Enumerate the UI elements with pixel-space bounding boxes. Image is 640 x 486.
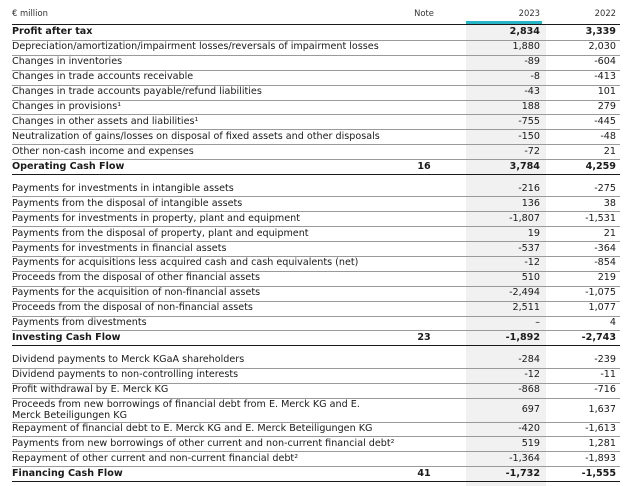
row-value-2023: 136	[521, 197, 540, 209]
row-note: 23	[417, 331, 431, 343]
row-value-2023: -12	[524, 369, 540, 381]
row-value-2022: 4,259	[585, 160, 616, 172]
row-value-2023: 1,880	[512, 41, 540, 53]
row-label: Payments for investments in intangible assets	[12, 182, 234, 194]
row-value-2023: -12	[524, 257, 540, 269]
row-value-2023: 2,511	[512, 302, 540, 314]
row-value-2022: -604	[594, 56, 616, 68]
row-label: Proceeds from the disposal of non-financial assets	[12, 302, 253, 314]
row-value-2023: 188	[521, 100, 540, 112]
row-value-2022: -275	[594, 182, 616, 194]
row-value-2022: -1,075	[585, 287, 616, 299]
row-value-2023: -2,494	[509, 287, 540, 299]
row-note: 16	[417, 160, 431, 172]
row-label: Repayment of financial debt to E. Merck KG and E. Merck Beteiligungen KG	[12, 423, 373, 435]
row-label: Dividend payments to non-controlling interests	[12, 369, 239, 381]
row-value-2023: -43	[524, 86, 540, 98]
row-value-2022: -445	[594, 115, 616, 127]
row-value-2022: -716	[594, 384, 616, 396]
row-value-2022: 1,281	[588, 437, 616, 449]
row-value-2023: 2,834	[509, 26, 540, 38]
row-value-2022: -1,893	[585, 452, 616, 464]
row-value-2022: 38	[603, 197, 616, 209]
row-label: Payments from the disposal of intangible assets	[12, 197, 243, 209]
row-label: Profit withdrawal by E. Merck KG	[12, 384, 169, 396]
row-value-2023: -72	[524, 145, 540, 157]
row-value-2022: -48	[600, 130, 616, 142]
row-value-2022: 1,077	[588, 302, 616, 314]
row-value-2022: -1,531	[585, 212, 616, 224]
total-row-label: Operating Cash Flow	[12, 160, 125, 172]
row-value-2023: -537	[518, 242, 540, 254]
row-value-2023: -1,364	[509, 452, 540, 464]
row-value-2022: 1,637	[588, 403, 616, 415]
row-value-2023: 19	[527, 227, 540, 239]
row-label: Dividend payments to Merck KGaA shareholders	[12, 354, 245, 366]
row-label: Depreciation/amortization/impairment losses/reversals of impairment losses	[12, 41, 379, 53]
row-value-2023: 3,784	[509, 160, 540, 172]
unit-header: € million	[12, 8, 48, 18]
row-value-2022: 219	[597, 272, 616, 284]
row-value-2022: -364	[594, 242, 616, 254]
year-2022-header: 2022	[594, 8, 616, 18]
row-label: Changes in other assets and liabilities¹	[12, 115, 199, 127]
row-value-2023: -755	[518, 115, 540, 127]
note-column-header: Note	[414, 8, 434, 18]
row-value-2022: -1,555	[581, 467, 616, 479]
row-value-2022: 21	[603, 145, 616, 157]
row-value-2023: -1,807	[509, 212, 540, 224]
row-label: Other non-cash income and expenses	[12, 145, 194, 157]
row-value-2023: -1,892	[505, 331, 540, 343]
row-value-2023: -868	[518, 384, 540, 396]
row-value-2022: 4	[609, 317, 616, 329]
row-value-2023: -89	[524, 56, 540, 68]
row-value-2023: 697	[521, 403, 540, 415]
year-2023-header: 2023	[518, 8, 540, 18]
row-label: Changes in trade accounts receivable	[12, 71, 194, 83]
row-label: Proceeds from new borrowings of financial debt from E. Merck KG and E. Merck Beteiligungen KG	[12, 398, 360, 422]
row-value-2023: –	[535, 317, 540, 329]
row-label: Payments from the disposal of property, plant and equipment	[12, 227, 309, 239]
row-label: Payments from divestments	[12, 317, 147, 329]
row-label: Changes in trade accounts payable/refund liabilities	[12, 86, 262, 98]
row-value-2022: 21	[603, 227, 616, 239]
row-value-2023: -1,732	[505, 467, 540, 479]
row-label: Proceeds from the disposal of other financial assets	[12, 272, 260, 284]
row-label: Neutralization of gains/losses on disposal of fixed assets and other disposals	[12, 130, 380, 142]
row-label: Payments for investments in property, plant and equipment	[12, 212, 301, 224]
row-value-2022: 101	[597, 86, 616, 98]
total-rule	[12, 345, 620, 346]
row-value-2022: -11	[600, 369, 616, 381]
row-value-2023: -284	[518, 354, 540, 366]
row-label: Changes in inventories	[12, 56, 123, 68]
row-label: Payments from new borrowings of other current and non-current financial debt²	[12, 437, 395, 449]
total-rule	[12, 481, 620, 482]
row-value-2022: 279	[597, 100, 616, 112]
total-row-label: Investing Cash Flow	[12, 331, 121, 343]
row-value-2022: -2,743	[581, 331, 616, 343]
row-label: Repayment of other current and non-current financial debt²	[12, 452, 299, 464]
row-value-2023: -8	[530, 71, 540, 83]
row-note: 41	[417, 467, 431, 479]
row-label: Payments for investments in financial assets	[12, 242, 227, 254]
row-value-2023: -150	[518, 130, 540, 142]
row-value-2023: -420	[518, 423, 540, 435]
row-value-2022: 3,339	[585, 26, 616, 38]
row-value-2022: -413	[594, 71, 616, 83]
total-row-label: Financing Cash Flow	[12, 467, 123, 479]
row-value-2023: 510	[521, 272, 540, 284]
row-value-2022: -854	[594, 257, 616, 269]
row-value-2022: 2,030	[588, 41, 616, 53]
row-label: Payments for the acquisition of non-financial assets	[12, 287, 261, 299]
total-rule	[12, 174, 620, 175]
row-label: Payments for acquisitions less acquired cash and cash equivalents (net)	[12, 257, 359, 269]
row-label: Changes in provisions¹	[12, 100, 122, 112]
row-value-2023: -216	[518, 182, 540, 194]
row-value-2023: 519	[521, 437, 540, 449]
row-value-2022: -239	[594, 354, 616, 366]
row-label: Profit after tax	[12, 26, 93, 38]
row-value-2022: -1,613	[585, 423, 616, 435]
